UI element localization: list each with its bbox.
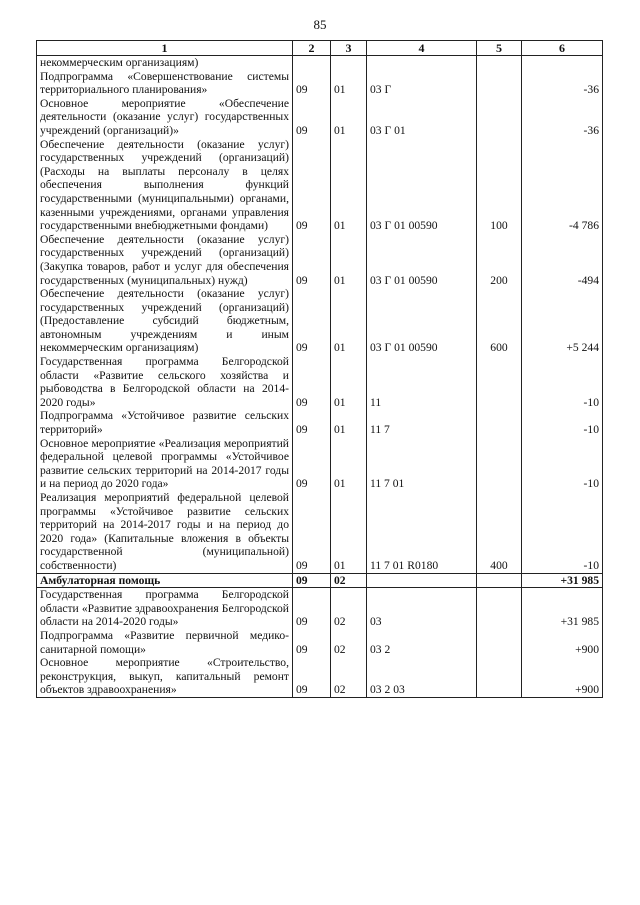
table-row [37,656,603,697]
row-subsection-cell: 01 [331,287,367,355]
row-name-cell: Подпрограмма «Развитие первичной медико-санитарной помощи» [37,629,293,656]
row-expense-type-cell [477,588,522,629]
table-row [37,138,603,233]
header-col-3: 3 [331,41,367,56]
row-name-cell: Основное мероприятие «Обеспечение деятельности (оказание услуг) государственных учреждений (организаций)» [37,97,293,138]
row-subsection-cell: 01 [331,138,367,233]
table-row [37,97,603,138]
row-target-code-cell: 03 Г 01 00590 [367,138,477,233]
row-target-code-cell: 03 Г [367,70,477,97]
table-row [37,437,603,491]
row-subsection-cell: 01 [331,97,367,138]
row-section-cell [293,56,331,70]
row-subsection-cell: 01 [331,491,367,573]
table-row [37,70,603,97]
row-name-cell: Подпрограмма «Совершенствование системы территориального планирования» [37,70,293,97]
row-subsection-cell: 02 [331,629,367,656]
row-target-code-cell: 03 2 03 [367,656,477,697]
row-amount-cell: -10 [522,437,603,491]
row-target-code-cell: 03 [367,588,477,629]
row-name-cell: Подпрограмма «Устойчивое развитие сельских территорий» [37,409,293,436]
row-target-code-cell: 03 Г 01 00590 [367,287,477,355]
row-target-code-cell: 03 Г 01 [367,97,477,138]
row-name-cell: Основное мероприятие «Реализация мероприятий федеральной целевой программы «Устойчивое развитие сельских территорий на 2014-2017 годы и на период до 2020 года» [37,437,293,491]
header-col-6: 6 [522,41,603,56]
budget-table [36,40,603,698]
header-row [37,41,603,56]
row-name-cell: Государственная программа Белгородской области «Развитие сельского хозяйства и рыбоводства в Белгородской области на 2014-2020 годы» [37,355,293,409]
table-row [37,56,603,70]
row-section-cell: 09 [293,355,331,409]
row-name-cell: Обеспечение деятельности (оказание услуг) государственных учреждений (организаций) (Закупка товаров, работ и услуг для обеспечения государственных (муниципальных) нужд) [37,233,293,287]
row-section-cell: 09 [293,233,331,287]
row-target-code-cell: 11 7 01 [367,437,477,491]
table-row [37,355,603,409]
header-col-1: 1 [37,41,293,56]
row-name-cell: Амбулаторная помощь [37,573,293,588]
table-row [37,629,603,656]
row-subsection-cell: 01 [331,409,367,436]
row-amount-cell: +900 [522,656,603,697]
header-col-4: 4 [367,41,477,56]
row-section-cell: 09 [293,138,331,233]
table-row [37,287,603,355]
row-expense-type-cell: 200 [477,233,522,287]
row-expense-type-cell [477,56,522,70]
row-section-cell: 09 [293,437,331,491]
row-subsection-cell: 01 [331,233,367,287]
row-section-cell: 09 [293,656,331,697]
row-section-cell: 09 [293,588,331,629]
table-row [37,491,603,573]
row-section-cell: 09 [293,97,331,138]
row-subsection-cell: 01 [331,70,367,97]
row-amount-cell: -4 786 [522,138,603,233]
header-col-2: 2 [293,41,331,56]
page-number: 85 [313,17,327,32]
section-row [37,573,603,588]
row-target-code-cell: 11 7 [367,409,477,436]
row-target-code-cell: 11 7 01 R0180 [367,491,477,573]
row-amount-cell: -36 [522,97,603,138]
row-name-cell: некоммерческим организациям) [37,56,293,70]
row-expense-type-cell [477,573,522,588]
row-subsection-cell: 01 [331,437,367,491]
row-expense-type-cell: 600 [477,287,522,355]
row-amount-cell: -10 [522,491,603,573]
row-expense-type-cell [477,70,522,97]
row-amount-cell: -36 [522,70,603,97]
row-target-code-cell: 03 2 [367,629,477,656]
table-row [37,588,603,629]
row-expense-type-cell [477,409,522,436]
row-name-cell: Реализация мероприятий федеральной целевой программы «Устойчивое развитие сельских территорий на 2014-2017 годы и на период до 2020 года» (Капитальные вложения в объекты государственной (муниципальной) собственности) [37,491,293,573]
row-section-cell: 09 [293,287,331,355]
row-expense-type-cell [477,437,522,491]
row-amount-cell [522,56,603,70]
row-subsection-cell: 02 [331,656,367,697]
row-expense-type-cell [477,355,522,409]
row-amount-cell: -10 [522,409,603,436]
row-section-cell: 09 [293,70,331,97]
row-target-code-cell: 11 [367,355,477,409]
row-name-cell: Основное мероприятие «Строительство, реконструкция, выкуп, капитальный ремонт объектов здравоохранения» [37,656,293,697]
row-subsection-cell: 01 [331,355,367,409]
row-expense-type-cell [477,629,522,656]
table-body [37,56,603,698]
row-name-cell: Обеспечение деятельности (оказание услуг) государственных учреждений (организаций) (Предоставление субсидий бюджетным, автономным учреждениям и иным некоммерческим организациям) [37,287,293,355]
row-section-cell: 09 [293,629,331,656]
row-subsection-cell: 02 [331,588,367,629]
row-amount-cell: +5 244 [522,287,603,355]
row-amount-cell: -494 [522,233,603,287]
row-amount-cell: +900 [522,629,603,656]
header-col-5: 5 [477,41,522,56]
row-target-code-cell [367,573,477,588]
row-expense-type-cell [477,656,522,697]
row-expense-type-cell: 100 [477,138,522,233]
row-target-code-cell: 03 Г 01 00590 [367,233,477,287]
table-row [37,409,603,436]
row-target-code-cell [367,56,477,70]
row-expense-type-cell [477,97,522,138]
row-expense-type-cell: 400 [477,491,522,573]
row-amount-cell: +31 985 [522,573,603,588]
table-row [37,233,603,287]
row-subsection-cell: 02 [331,573,367,588]
row-name-cell: Обеспечение деятельности (оказание услуг) государственных учреждений (организаций) (Расходы на выплаты персоналу в целях обеспечения выполнения функций государственными (муниципальными) органами, казенными учреждениями, органами управления государственными внебюджетными фондами) [37,138,293,233]
row-section-cell: 09 [293,491,331,573]
row-section-cell: 09 [293,573,331,588]
row-name-cell: Государственная программа Белгородской области «Развитие здравоохранения Белгородской области на 2014-2020 годы» [37,588,293,629]
row-section-cell: 09 [293,409,331,436]
row-amount-cell: +31 985 [522,588,603,629]
row-subsection-cell [331,56,367,70]
row-amount-cell: -10 [522,355,603,409]
